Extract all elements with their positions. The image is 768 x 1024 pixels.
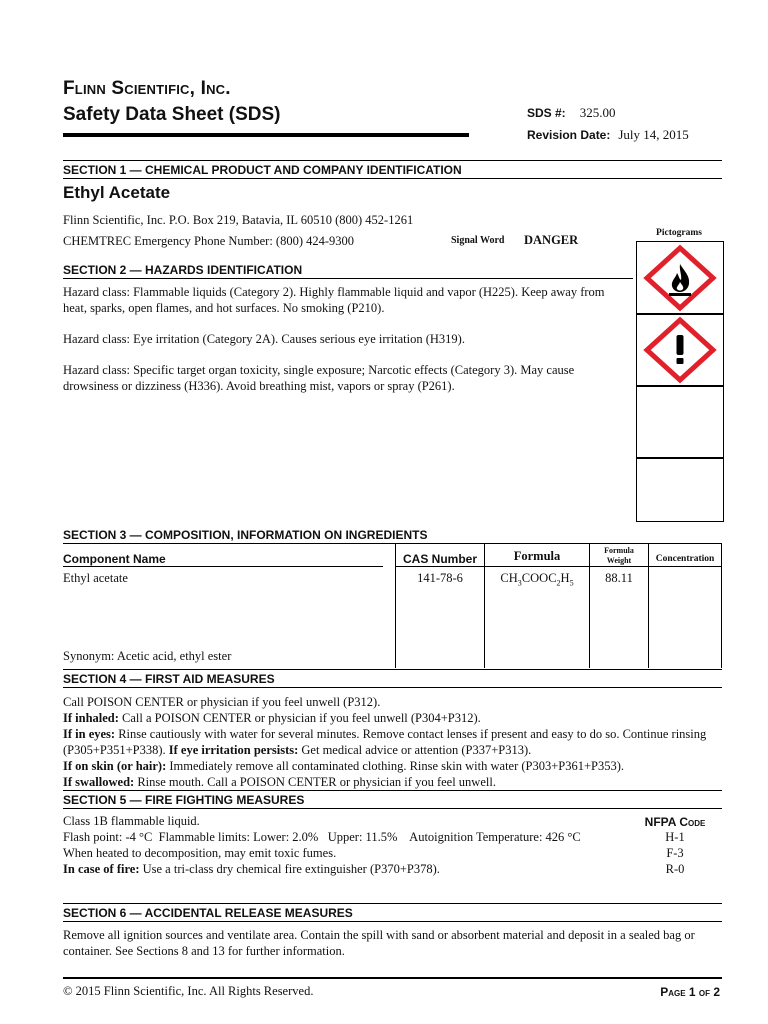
- formula-subscript: 3: [517, 578, 522, 588]
- col-formula-weight-1: Formula: [604, 546, 634, 555]
- nfpa-fire: F-3: [666, 846, 684, 860]
- nfpa-ratings: [640, 829, 710, 877]
- nfpa-reactivity: R-0: [665, 862, 685, 876]
- fire-decomposition: When heated to decomposition, may emit toxic fumes.: [63, 846, 337, 860]
- first-aid-eyes-label: If in eyes:: [63, 727, 116, 741]
- header-rule: [395, 566, 722, 567]
- formula-subscript: 2: [556, 578, 561, 588]
- section2-heading: SECTION 2 — HAZARDS IDENTIFICATION: [63, 263, 633, 279]
- formula-weight: 88.11: [605, 571, 633, 585]
- col-component-name: Component Name: [63, 552, 383, 567]
- hazard-organ-text: Hazard class: Specific target organ toxicity, single exposure; Narcotic effects (Category 3). May cause drowsiness or dizziness (H336). Avoid breathing mist, vapors or spray (P261).: [63, 363, 575, 393]
- signal-word: DANGER: [524, 233, 579, 247]
- section6-topline: [63, 903, 722, 904]
- hazard-flammable-text: Hazard class: Flammable liquids (Category 2). Highly flammable liquid and vapor (H225). Keep away from heat, sparks, open flames, and hot surfaces. No smoking (P210).: [63, 285, 605, 315]
- fire-case: [63, 861, 643, 877]
- first-aid-inhaled: [63, 710, 723, 726]
- chemtrec-phone: CHEMTREC Emergency Phone Number: (800) 424-9300: [63, 234, 355, 248]
- signal-word-label: Signal Word: [451, 235, 505, 246]
- accidental-release-text: Remove all ignition sources and ventilate area. Contain the spill with sand or absorbent material and deposit in a sealed bag or container. See Sections 8 and 13 for further information.: [63, 928, 695, 958]
- document-title: Safety Data Sheet (SDS): [63, 104, 281, 125]
- table-divider: [721, 544, 722, 668]
- section4-heading: SECTION 4 — FIRST AID MEASURES: [63, 672, 722, 688]
- first-aid-swallowed: [63, 774, 723, 790]
- section5-topline: [63, 790, 722, 791]
- component-name: Ethyl acetate: [63, 571, 128, 585]
- first-aid-swallowed-text: Rinse mouth. Call a POISON CENTER or physician if you feel unwell.: [134, 775, 496, 789]
- product-name: Ethyl Acetate: [63, 183, 171, 202]
- exclamation-pictogram-icon: [637, 314, 723, 386]
- col-formula-weight-2: Weight: [606, 556, 632, 565]
- flame-pictogram-icon: [637, 242, 723, 314]
- formula-part: H: [560, 571, 570, 585]
- revision-date-label: Revision Date:: [527, 128, 611, 142]
- pictogram-cell-4: [636, 457, 724, 522]
- fire-case-text: Use a tri-class dry chemical fire extinguisher (P370+P378).: [139, 862, 440, 876]
- col-formula-weight: [590, 546, 648, 566]
- first-aid-text: [63, 694, 723, 790]
- section5-heading: SECTION 5 — FIRE FIGHTING MEASURES: [63, 793, 722, 809]
- pictograms-label: Pictograms: [656, 228, 702, 238]
- revision-date: [527, 126, 689, 144]
- formula-subscript: 5: [569, 578, 574, 588]
- nfpa-code-label: NFPA Code: [644, 815, 706, 829]
- formula-part: CH: [500, 571, 518, 585]
- section1-topline: [63, 160, 722, 161]
- first-aid-eye-irritation-label: If eye irritation persists:: [168, 743, 299, 757]
- first-aid-eyes-text: Rinse cautiously with water for several minutes. Remove contact lenses if present and easy to do so. Continue rinsing (P305+P351+P338).: [63, 727, 707, 757]
- section6-heading: SECTION 6 — ACCIDENTAL RELEASE MEASURES: [63, 906, 722, 922]
- first-aid-skin: [63, 758, 723, 774]
- fire-flash-point: Flash point: -4 °C Flammable limits: Lower: 2.0% Upper: 11.5% Autoignition Temperature: 426 °C: [63, 830, 581, 844]
- col-formula: Formula: [513, 549, 561, 563]
- first-aid-inhaled-text: Call a POISON CENTER or physician if you feel unwell (P304+P312).: [118, 711, 481, 725]
- revision-date-value: July 14, 2015: [618, 127, 689, 142]
- section3-heading: SECTION 3 — COMPOSITION, INFORMATION ON INGREDIENTS: [63, 528, 722, 544]
- first-aid-inhaled-label: If inhaled:: [63, 711, 119, 725]
- first-aid-skin-text: Immediately remove all contaminated clothing. Rinse skin with water (P303+P361+P353).: [166, 759, 625, 773]
- first-aid-eye-irritation-text: Get medical advice or attention (P337+P313).: [298, 743, 532, 757]
- sds-number-value: 325.00: [579, 105, 616, 120]
- col-concentration: Concentration: [655, 554, 715, 564]
- synonym: Synonym: Acetic acid, ethyl ester: [63, 649, 232, 663]
- section1-heading: SECTION 1 — CHEMICAL PRODUCT AND COMPANY IDENTIFICATION: [63, 163, 722, 179]
- formula: [485, 570, 589, 592]
- first-aid-eyes: [63, 726, 723, 758]
- fire-case-label: In case of fire:: [63, 862, 140, 876]
- section4-topline: [63, 669, 722, 670]
- page-number: Page 1 of 2: [660, 985, 720, 999]
- fire-class: Class 1B flammable liquid.: [63, 814, 200, 828]
- company-name: Flinn Scientific, Inc.: [63, 78, 231, 99]
- first-aid-swallowed-label: If swallowed:: [63, 775, 135, 789]
- header-divider: [63, 133, 469, 137]
- first-aid-general: Call POISON CENTER or physician if you feel unwell (P312).: [63, 695, 381, 709]
- col-cas-number: CAS Number: [402, 552, 477, 566]
- footer-rule: [63, 977, 722, 979]
- pictogram-cell-3: [636, 385, 724, 459]
- pictogram-cell-2: [636, 313, 724, 387]
- first-aid-skin-label: If on skin (or hair):: [63, 759, 167, 773]
- sds-number: [527, 104, 615, 122]
- hazard-eye-text: Hazard class: Eye irritation (Category 2A). Causes serious eye irritation (H319).: [63, 332, 465, 346]
- nfpa-health: H-1: [665, 830, 685, 844]
- pictogram-cell-1: [636, 241, 724, 315]
- cas-number: 141-78-6: [417, 571, 463, 585]
- company-address: Flinn Scientific, Inc. P.O. Box 219, Batavia, IL 60510 (800) 452-1261: [63, 213, 414, 227]
- sds-number-label: SDS #:: [527, 106, 566, 120]
- formula-part: COOC: [521, 571, 557, 585]
- composition-table: [63, 544, 722, 668]
- copyright: © 2015 Flinn Scientific, Inc. All Rights Reserved.: [63, 984, 314, 998]
- fire-fighting-text: [63, 813, 643, 877]
